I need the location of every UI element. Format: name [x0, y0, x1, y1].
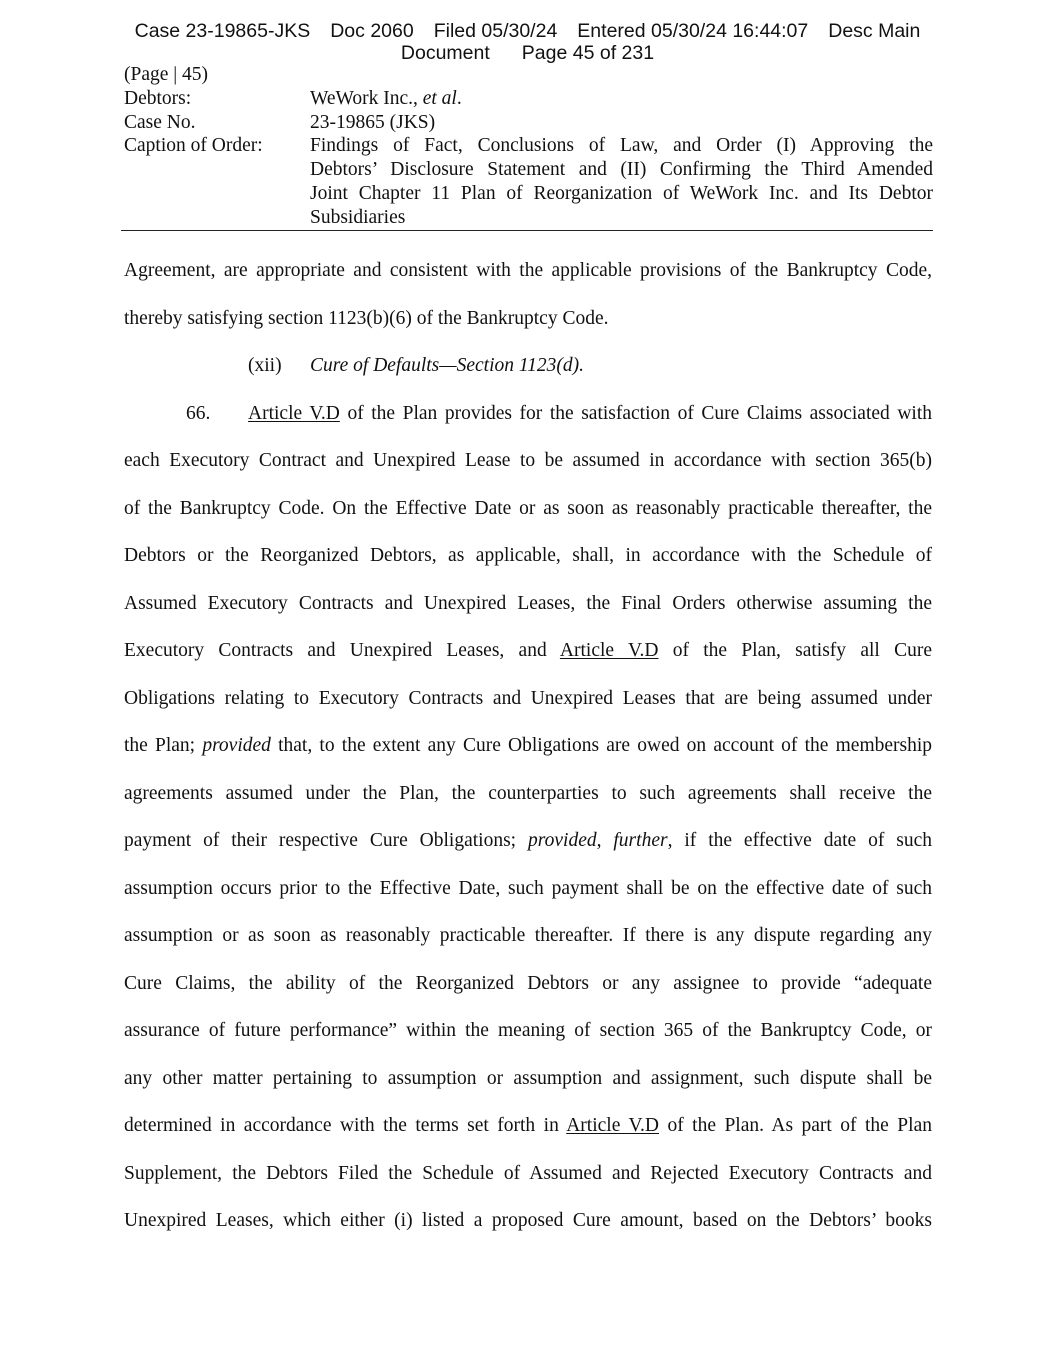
ecf-filing-header	[0, 20, 1055, 64]
body-line: Executory Contracts and Unexpired Leases, and Article V.D of the Plan, satisfy all Cure	[124, 640, 932, 661]
body-line: Agreement, are appropriate and consistent with the applicable provisions of the Bankruptcy Code,	[124, 260, 932, 281]
document-body	[124, 247, 932, 1245]
description: Desc Main	[828, 20, 921, 42]
subheading-title: Cure of Defaults—Section 1123(d).	[310, 355, 585, 376]
body-line: assumption occurs prior to the Effective Date, such payment shall be on the effective date of such	[124, 877, 932, 899]
case-number: Case 23-19865-JKS	[134, 20, 311, 42]
order-caption-line: Debtors’ Disclosure Statement and (II) Confirming the Third Amended	[310, 159, 933, 181]
article-reference: Article V.D	[559, 640, 659, 661]
body-line: assumption or as soon as reasonably practicable thereafter. If there is any dispute regarding any	[124, 925, 932, 946]
body-line: the Plan; provided that, to the extent any Cure Obligations are owed on account of the membership	[124, 735, 932, 756]
order-caption	[124, 63, 933, 230]
body-line: of the Bankruptcy Code. On the Effective Date or as soon as reasonably practicable thereafter, the	[124, 497, 932, 519]
entered-date: Entered 05/30/24 16:44:07	[577, 20, 809, 42]
order-caption-value	[310, 134, 933, 229]
caption-row-case	[124, 111, 933, 135]
filed-date: Filed 05/30/24	[433, 20, 558, 42]
body-line: determined in accordance with the terms set forth in Article V.D of the Plan. As part of the Plan	[124, 1115, 932, 1136]
order-caption-line: Joint Chapter 11 Plan of Reorganization of WeWork Inc. and Its Debtor	[310, 182, 933, 204]
body-line: Supplement, the Debtors Filed the Schedule of Assumed and Rejected Executory Contracts and	[124, 1162, 932, 1184]
body-line: thereby satisfying section 1123(b)(6) of the Bankruptcy Code.	[124, 307, 609, 329]
ecf-header-line-2	[0, 42, 1055, 64]
doc-number: Doc 2060	[330, 20, 414, 42]
document-label: Document	[400, 42, 490, 64]
body-line: each Executory Contract and Unexpired Lease to be assumed in accordance with section 365(b)	[124, 450, 932, 471]
body-line: Unexpired Leases, which either (i) listed a proposed Cure amount, based on the Debtors’ books	[124, 1210, 932, 1231]
debtors-label: Debtors:	[124, 87, 192, 109]
paragraph-66-first-line: 66. Article V.D of the Plan provides for the satisfaction of Cure Claims associated with	[124, 390, 932, 438]
body-line: Assumed Executory Contracts and Unexpired Leases, the Final Orders otherwise assuming the	[124, 592, 932, 614]
article-reference: Article V.D	[248, 402, 340, 424]
article-reference: Article V.D	[566, 1115, 659, 1136]
page-reference: (Page | 45)	[124, 64, 209, 85]
order-caption-line: Subsidiaries	[310, 206, 406, 228]
body-line: Obligations relating to Executory Contracts and Unexpired Leases that are being assumed under	[124, 687, 932, 709]
case-value: 23-19865 (JKS)	[310, 111, 436, 133]
ecf-header-line-1	[0, 20, 1055, 42]
caption-row-debtors	[124, 87, 933, 111]
section-subheading	[124, 342, 932, 390]
caption-row-order	[124, 134, 933, 229]
body-line: agreements assumed under the Plan, the counterparties to such agreements shall receive the	[124, 782, 932, 804]
page-count: Page 45 of 231	[521, 42, 655, 64]
body-line: payment of their respective Cure Obligations; provided, further, if the effective date of such	[124, 830, 932, 851]
body-line: assurance of future performance” within the meaning of section 365 of the Bankruptcy Code, or	[124, 1020, 932, 1041]
paragraph-number: 66.	[186, 402, 211, 424]
subheading-number: (xii)	[248, 355, 282, 376]
case-label: Case No.	[124, 111, 196, 133]
body-line: any other matter pertaining to assumption or assumption and assignment, such dispute shall be	[124, 1067, 932, 1089]
body-line: Cure Claims, the ability of the Reorganized Debtors or any assignee to provide “adequate	[124, 972, 932, 994]
order-caption-line: Findings of Fact, Conclusions of Law, and Order (I) Approving the	[310, 135, 933, 157]
body-line: Debtors or the Reorganized Debtors, as applicable, shall, in accordance with the Schedule of	[124, 545, 932, 566]
caption-divider	[121, 230, 933, 231]
debtors-value: WeWork Inc., et al.	[310, 87, 462, 109]
order-caption-label: Caption of Order:	[124, 135, 263, 157]
